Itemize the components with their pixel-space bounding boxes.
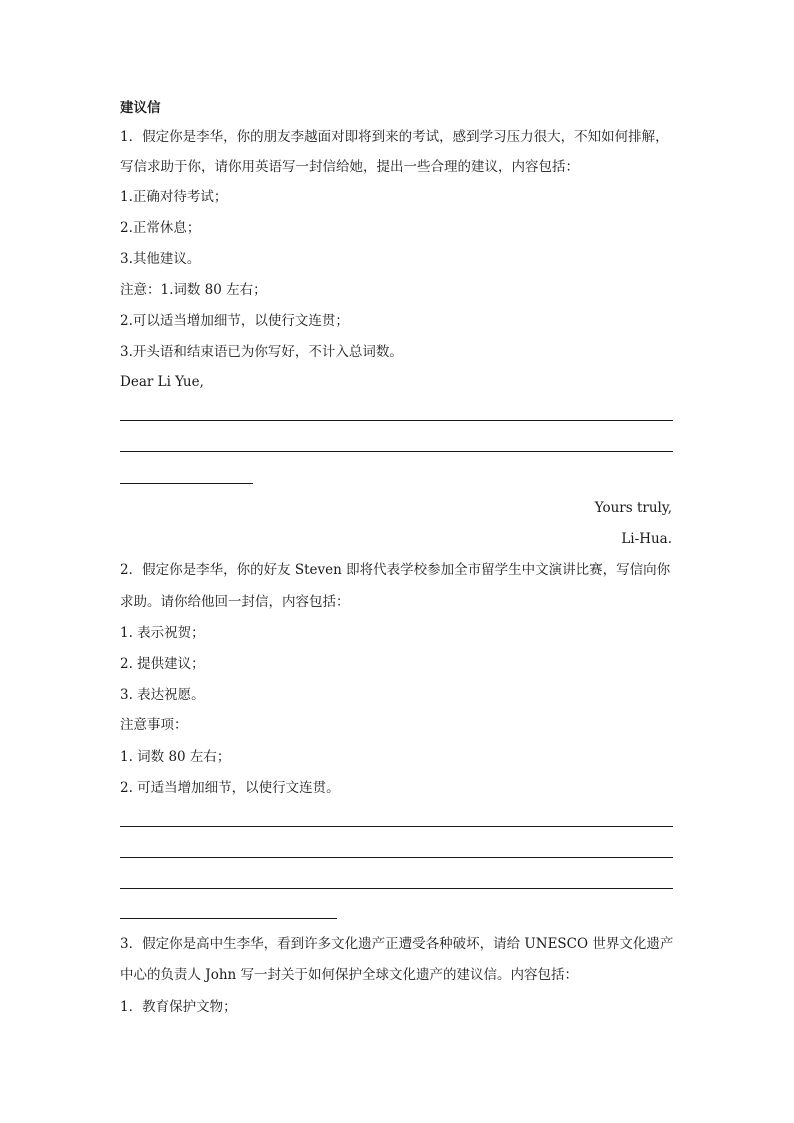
q1-note-2: 2.可以适当增加细节，以使行文连贯； bbox=[120, 313, 349, 329]
q1-note-3: 3.开头语和结束语已为你写好，不计入总词数。 bbox=[120, 344, 403, 360]
q2-answer-line-1 bbox=[120, 826, 673, 827]
q2-answer-line-2 bbox=[120, 857, 673, 858]
q1-prompt-line2: 写信求助于你，请你用英语写一封信给她，提出一些合理的建议，内容包括： bbox=[120, 159, 579, 175]
q2-note-2: 2. 可适当增加细节，以使行文连贯。 bbox=[120, 780, 340, 796]
q1-item-2: 2.正常休息； bbox=[120, 220, 201, 236]
q1-answer-line-3 bbox=[120, 483, 253, 484]
q3-prompt-line2: 中心的负责人 John 写一封关于如何保护全球文化遗产的建议信。内容包括： bbox=[120, 967, 579, 983]
q2-item-1: 1. 表示祝贺； bbox=[120, 625, 205, 641]
q1-note-1: 注意：1.词数 80 左右； bbox=[120, 282, 267, 298]
q2-prompt-line2: 求助。请你给他回一封信，内容包括： bbox=[120, 594, 350, 610]
q1-answer-line-2 bbox=[120, 451, 673, 452]
q2-item-2: 2. 提供建议； bbox=[120, 656, 205, 672]
q2-answer-line-4 bbox=[120, 918, 337, 919]
q1-item-3: 3.其他建议。 bbox=[120, 251, 201, 267]
q2-prompt-line1: 2．假定你是李华，你的好友 Steven 即将代表学校参加全市留学生中文演讲比赛，写信向你 bbox=[120, 562, 671, 578]
q1-greeting: Dear Li Yue, bbox=[120, 374, 204, 390]
q1-item-1: 1.正确对待考试； bbox=[120, 189, 228, 205]
q2-notes-title: 注意事项： bbox=[120, 717, 188, 733]
q2-answer-line-3 bbox=[120, 888, 673, 889]
q3-item-1: 1．教育保护文物； bbox=[120, 999, 237, 1015]
q1-prompt-line1: 1．假定你是李华，你的朋友李越面对即将到来的考试，感到学习压力很大，不知如何排解， bbox=[120, 129, 669, 145]
q3-prompt-line1: 3．假定你是高中生李华，看到许多文化遗产正遭受各种破坏，请给 UNESCO 世界文化遗产 bbox=[120, 936, 674, 952]
q2-item-3: 3. 表达祝愿。 bbox=[120, 687, 205, 703]
document-title: 建议信 bbox=[120, 100, 161, 116]
q1-signature: Li-Hua. bbox=[621, 531, 672, 547]
q2-note-1: 1. 词数 80 左右； bbox=[120, 749, 231, 765]
q1-closing: Yours truly, bbox=[594, 500, 672, 516]
q1-answer-line-1 bbox=[120, 420, 673, 421]
